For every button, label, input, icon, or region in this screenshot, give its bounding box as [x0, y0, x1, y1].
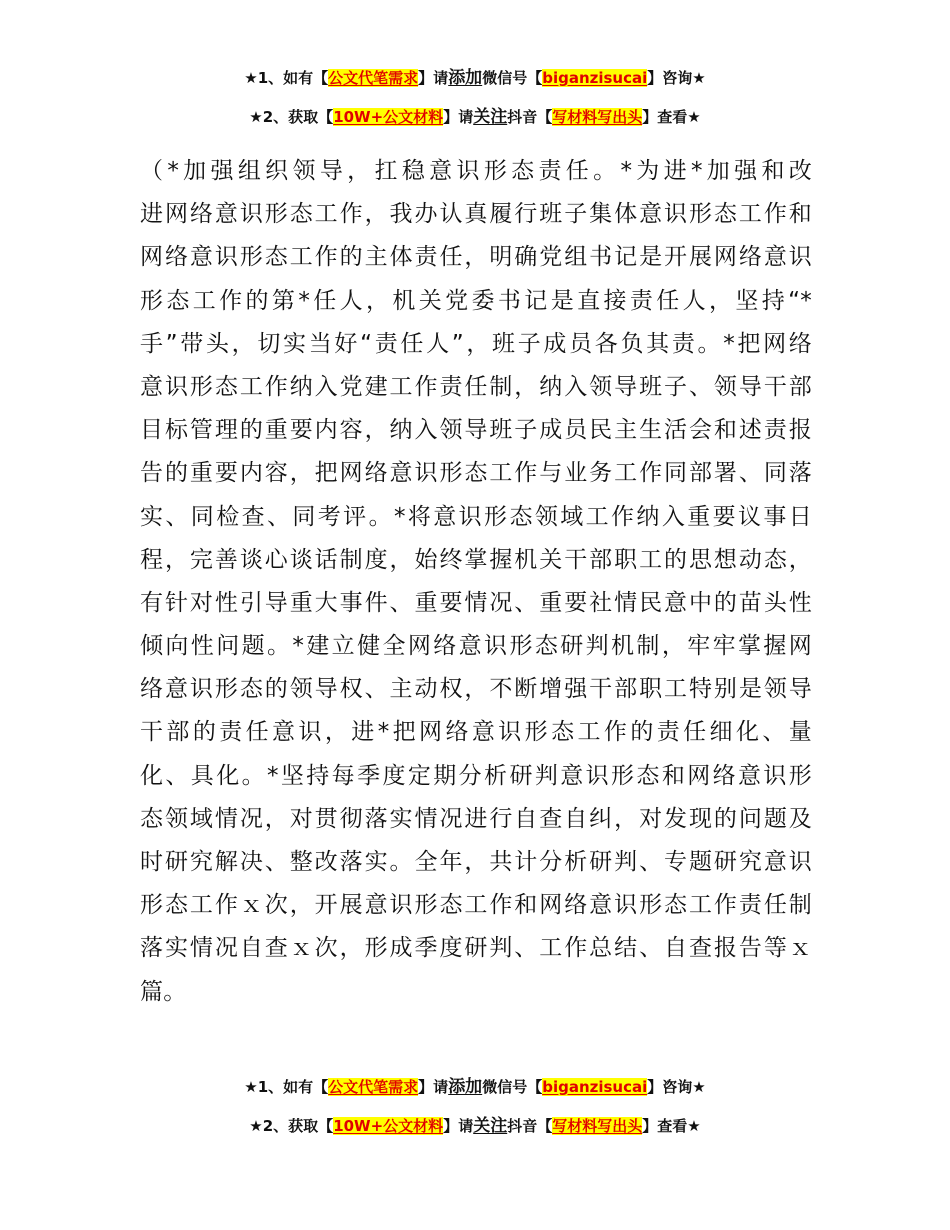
body-line: 告的重要内容，把网络意识形态工作与业务工作同部署、同落	[140, 460, 812, 487]
body-line: （*加强组织领导，扛稳意识形态责任。*为进*加强和改	[140, 158, 812, 184]
body-line: 时研究解决、整改落实。全年，共计分析研判、专题研究意识	[140, 849, 812, 875]
banner-highlight: 公文代笔需求	[328, 1078, 419, 1096]
banner-text: 】请	[443, 1117, 474, 1135]
document-body-paragraph	[140, 150, 812, 1014]
banner-highlight-douyin-account: 写材料写出头	[552, 1117, 643, 1135]
body-line: 意识形态工作纳入党建工作责任制，纳入领导班子、领导干部	[140, 373, 812, 400]
banner-text: 】查看★	[642, 108, 701, 126]
banner-text: 】查看★	[642, 1117, 701, 1135]
body-line: 形态工作的第*任人，机关党委书记是直接责任人，坚持“*	[140, 287, 812, 314]
banner-text: 微信号【	[482, 69, 543, 87]
banner-text: ★1、如有【	[244, 1078, 329, 1096]
banner-text: ★2、获取【	[249, 1117, 334, 1135]
banner-emphasis: 关注	[473, 1116, 508, 1136]
body-line: 倾向性问题。*建立健全网络意识形态研判机制，牢牢掌握网	[140, 633, 812, 660]
body-line: 落实情况自查ｘ次，形成季度研判、工作总结、自查报告等ｘ	[140, 935, 812, 962]
banner-text: ★1、如有【	[244, 69, 329, 87]
banner-emphasis: 添加	[448, 68, 483, 88]
banner-text: 】请	[418, 1078, 449, 1096]
banner-highlight: 10W+公文材料	[333, 108, 444, 126]
banner-text: 】咨询★	[647, 1078, 706, 1096]
body-line: 手”带头，切实当好“责任人”，班子成员各负其责。*把网络	[140, 330, 812, 357]
promo-banner-bottom-line-2	[0, 1116, 950, 1136]
banner-highlight: 公文代笔需求	[328, 69, 419, 87]
body-line-last: 篇。	[140, 978, 187, 1005]
banner-text: 抖音【	[507, 108, 553, 126]
banner-text: 】咨询★	[647, 69, 706, 87]
promo-banner-top-line-1	[0, 68, 950, 88]
body-line: 进网络意识形态工作，我办认真履行班子集体意识形态工作和	[140, 201, 812, 228]
banner-highlight-douyin-account: 写材料写出头	[552, 108, 643, 126]
body-line: 化、具化。*坚持每季度定期分析研判意识形态和网络意识形	[140, 762, 812, 789]
body-line: 有针对性引导重大事件、重要情况、重要社情民意中的苗头性	[140, 589, 812, 616]
promo-banner-bottom-line-1	[0, 1077, 950, 1097]
banner-text: 抖音【	[507, 1117, 553, 1135]
banner-text: 】请	[418, 69, 449, 87]
banner-emphasis: 关注	[473, 107, 508, 127]
banner-text: ★2、获取【	[249, 108, 334, 126]
banner-emphasis: 添加	[448, 1077, 483, 1097]
banner-text: 】请	[443, 108, 474, 126]
promo-banner-top-line-2	[0, 107, 950, 127]
body-line: 实、同检查、同考评。*将意识形态领域工作纳入重要议事日	[140, 503, 812, 530]
banner-highlight: 10W+公文材料	[333, 1117, 444, 1135]
banner-text: 微信号【	[482, 1078, 543, 1096]
body-line: 干部的责任意识，进*把网络意识形态工作的责任细化、量	[140, 719, 812, 746]
banner-highlight-wechat-id: biganzisucai	[542, 1078, 648, 1096]
body-line: 态领域情况，对贯彻落实情况进行自查自纠，对发现的问题及	[140, 805, 812, 832]
body-line: 络意识形态的领导权、主动权，不断增强干部职工特别是领导	[140, 676, 812, 703]
body-line: 程，完善谈心谈话制度，始终掌握机关干部职工的思想动态，	[140, 546, 812, 573]
banner-highlight-wechat-id: biganzisucai	[542, 69, 648, 87]
body-line: 目标管理的重要内容，纳入领导班子成员民主生活会和述责报	[140, 417, 812, 444]
body-line: 形态工作ｘ次，开展意识形态工作和网络意识形态工作责任制	[140, 892, 812, 919]
body-line: 网络意识形态工作的主体责任，明确党组书记是开展网络意识	[140, 244, 812, 271]
